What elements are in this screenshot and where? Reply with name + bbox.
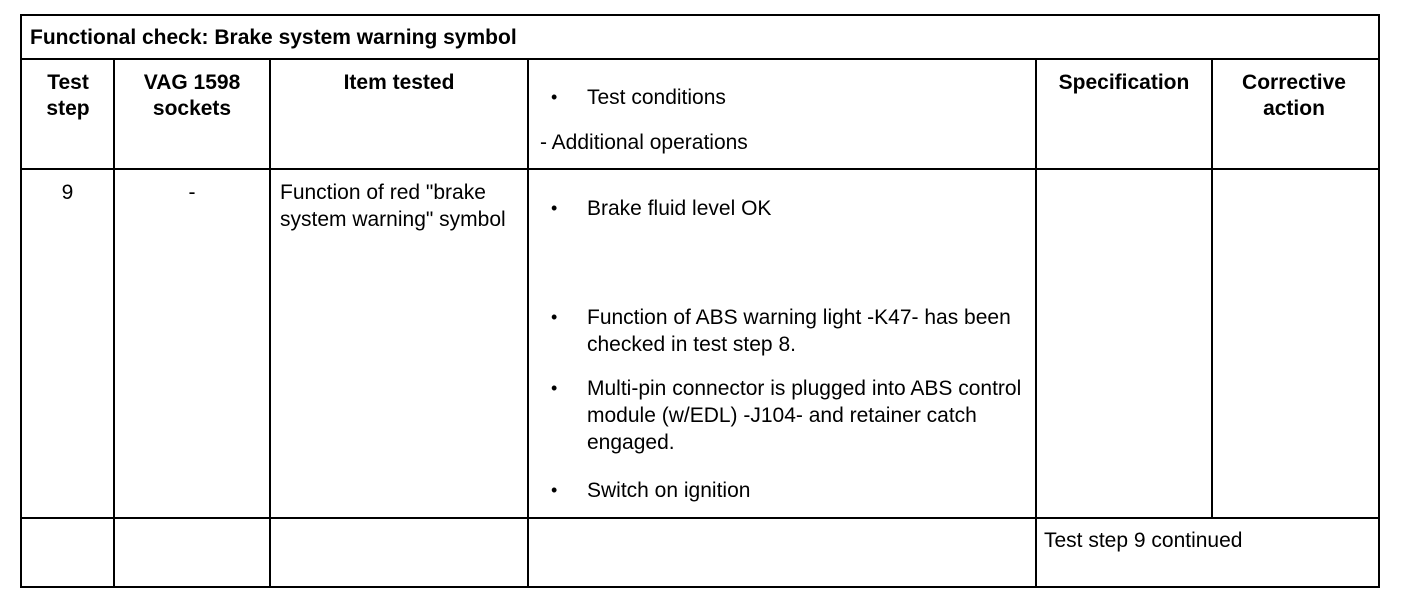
bullet-icon: • — [551, 378, 558, 398]
table-title: Functional check: Brake system warning symbol — [22, 16, 1378, 60]
row-test-step: 9 — [61, 181, 74, 204]
header-additional-operations: - Additional operations — [540, 131, 748, 154]
bullet-icon: • — [551, 198, 558, 218]
header-sockets: VAG 1598 sockets — [143, 71, 241, 120]
column-divider — [1211, 60, 1213, 518]
row-divider — [22, 517, 1378, 519]
header-divider — [22, 168, 1378, 170]
row-item-tested: Function of red "brake system warning" symbol — [280, 181, 506, 231]
bullet-icon: • — [551, 480, 558, 500]
condition-text: Brake fluid level OK — [587, 197, 772, 220]
column-divider — [113, 60, 115, 588]
condition-text: Function of ABS warning light -K47- has been checked in test step 8. — [587, 306, 1011, 356]
header-corrective-action: Corrective action — [1242, 71, 1346, 120]
header-item-tested: Item tested — [343, 71, 455, 94]
column-divider — [1035, 60, 1037, 588]
header-test-step: Test step — [46, 71, 90, 120]
header-test-conditions-label: Test conditions — [587, 86, 726, 109]
continued-note: Test step 9 continued — [1044, 529, 1243, 552]
condition-text: Multi-pin connector is plugged into ABS control module (w/EDL) -J104- and retainer catch engaged. — [587, 377, 1022, 454]
column-divider — [269, 60, 271, 588]
row-sockets: - — [188, 181, 196, 204]
functional-check-table — [20, 14, 1380, 588]
column-divider — [527, 60, 529, 588]
bullet-icon: • — [551, 307, 558, 327]
header-specification: Specification — [1058, 71, 1190, 94]
condition-text: Switch on ignition — [587, 479, 751, 502]
bullet-icon: • — [551, 87, 558, 107]
